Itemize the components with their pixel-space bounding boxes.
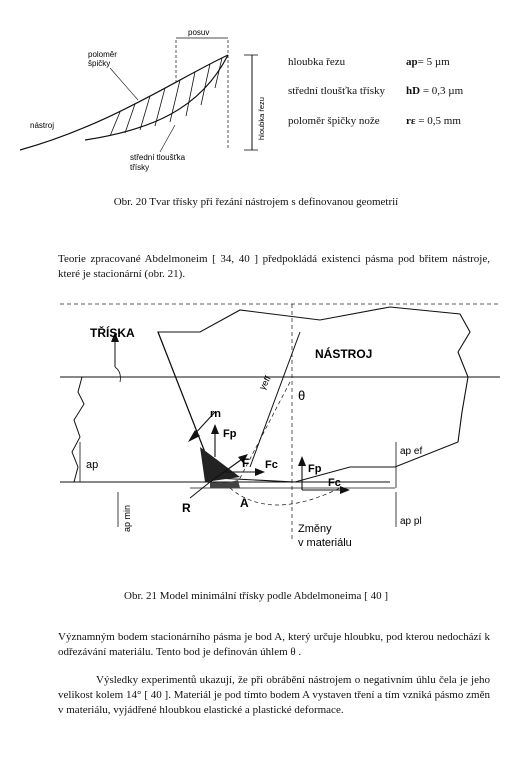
figure-21-caption: Obr. 21 Model minimální třísky podle Abdelmoneima [ 40 ] (124, 590, 388, 602)
figure-20-caption: Obr. 20 Tvar třísky při řezání nástrojem s definovanou geometrií (113, 196, 399, 208)
label-ap: ap (86, 459, 99, 471)
param-row-3 (288, 115, 461, 127)
label-fc1: Fc (265, 459, 278, 471)
paragraph-2: Významným bodem stacionárního pásma je bod A, který určuje hloubku, pod kterou nedochází k odřezávání materiálu. Tento bod je definován úhlem θ . (58, 631, 490, 658)
param-row-2 (288, 85, 464, 97)
label-apef: ap ef (400, 446, 423, 457)
label-theta: θ (298, 388, 306, 403)
label-r: R (182, 501, 191, 515)
label-appl: ap pl (400, 516, 422, 527)
figure-20-diagram (0, 0, 280, 180)
label-material: v materiálu (298, 537, 352, 549)
paragraph-1: Teorie zpracované Abdelmoneim [ 34, 40 ] předpokládá existenci pásma pod břitem nástroje, které je stacionární (obr. 21). (58, 253, 490, 280)
label-apmin: ap min (122, 504, 132, 532)
param-symbol: hD (406, 85, 421, 97)
param-label: hloubka řezu (288, 56, 346, 68)
param-row-1 (288, 56, 450, 68)
label-triska: TŘÍSKA (90, 326, 135, 340)
param-symbol: rε (406, 115, 416, 127)
label-gamma: γeff (257, 374, 273, 392)
label-rn: rn (210, 408, 221, 420)
label-trisky: třísky (130, 163, 150, 172)
label-fp2: Fp (308, 463, 322, 475)
label-polomer: poloměr (88, 50, 117, 59)
paragraph-3: Výsledky experimentů ukazují, že při obrábění nástrojem o negativním úhlu čela je jeho velikost kolem 14° [ 40 ]. Materiál je pod tímto bodem A vystaven tření a tím vzniká pásmo změn v materiálu, vyjádřené hloubkou elastické a plastické deformace. (58, 674, 490, 716)
param-value: = 5 µm (417, 56, 450, 68)
label-posuv: posuv (188, 28, 210, 37)
chip-hatching (110, 58, 222, 136)
label-fp1: Fp (223, 428, 237, 440)
label-hloubka: hloubka řezu (257, 97, 266, 140)
param-label: střední tloušťka třísky (288, 85, 385, 97)
label-spicky: špičky (88, 59, 111, 68)
figure-21-diagram (60, 292, 500, 558)
label-fc2: Fc (328, 477, 341, 489)
label-nastroj-21: NÁSTROJ (315, 347, 373, 361)
param-value: = 0,3 µm (420, 85, 464, 97)
workpiece-edge (72, 377, 84, 482)
param-symbol: ap (406, 56, 418, 68)
param-value: = 0,5 mm (415, 115, 461, 127)
tool-curve (20, 55, 228, 150)
label-f: F (242, 456, 250, 470)
label-nastroj-20: nástroj (30, 121, 55, 130)
param-label: poloměr špičky nože (288, 115, 380, 127)
label-a: A (240, 496, 249, 510)
label-stredni: střední tloušťka (130, 153, 186, 162)
label-zmeny: Změny (298, 523, 332, 535)
